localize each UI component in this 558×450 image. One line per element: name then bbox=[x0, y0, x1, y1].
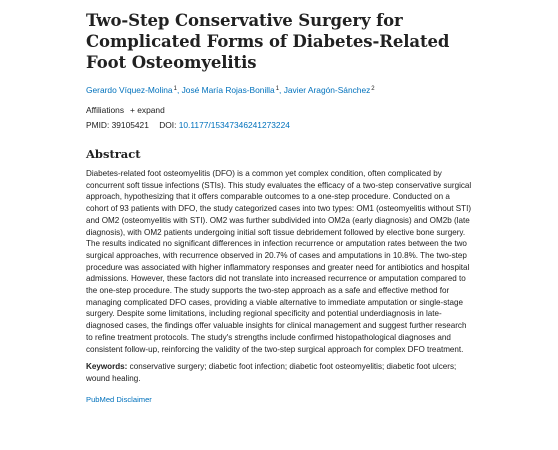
doi-link[interactable]: 10.1177/15347346241273224 bbox=[178, 120, 290, 130]
pubmed-disclaimer bbox=[86, 395, 472, 404]
article-identifiers bbox=[86, 119, 472, 131]
abstract-text: Diabetes-related foot osteomyelitis (DFO) is a common yet complex condition, often complicated by concurrent soft tissue infections (STIs). This study evaluates the efficacy of a two-step conservative surgical approach, hypothesizing that it offers comparable outcomes to a one-step procedure. Conducted on a cohort of 93 patients with DFO, the study categorized cases into two types: OM1 (osteomyelitis without STI) and OM2 (osteomyelitis with STI). OM2 was further subdivided into OM2a (early diagnosis) and OM2b (late diagnosis), with OM2 patients undergoing initial soft tissue debridement followed by elective bone surgery. The results indicated no significant differences in infection recurrence or amputation rates between the two surgical approaches, with recurrence observed in 20.7% of cases and amputations in 10.8%. The two-step procedure was associated with higher inflammatory responses and greater need for antibiotics and hospital admissions. However, these factors did not translate into increased recurrence or amputation compared to the one-step procedure. The study supports the two-step approach as a safe and effective method for managing complicated DFO cases, providing a viable alternative to immediate amputation or single-stage surgery. Despite some limitations, including regional specificity and potential underdiagnosis in late-diagnosed cases, the findings offer valuable insights for clinical management and suggest further research to refine treatment protocols. The study's strengths include confirmed histopathological diagnoses and consistent follow-up, reinforcing the validity of the two-step surgical approach for complex DFO treatment. bbox=[86, 169, 472, 354]
author-affiliation-number[interactable]: 2 bbox=[371, 86, 375, 92]
article-title: Two-Step Conservative Surgery for Complicated Forms of Diabetes-Related Foot Osteomyelitis bbox=[86, 11, 450, 72]
author-list: Gerardo Víquez-Molina$^1$, José María Rojas-Bonilla$^1$, Javier Aragón-Sánchez$^2$ bbox=[86, 85, 375, 95]
keywords bbox=[86, 361, 472, 384]
pubmed-disclaimer-link[interactable]: PubMed Disclaimer bbox=[86, 394, 152, 404]
expand-button[interactable]: + expand bbox=[130, 105, 165, 115]
keywords-label: Keywords: bbox=[86, 362, 128, 372]
pmid-value: 39105421 bbox=[111, 120, 149, 130]
abstract-heading: Abstract bbox=[86, 147, 141, 161]
pmid-label: PMID: bbox=[86, 120, 110, 130]
author-link-3[interactable]: Javier Aragón-Sánchez bbox=[283, 85, 371, 95]
author-affiliation-number[interactable]: 1 bbox=[173, 86, 177, 92]
author-link-1[interactable]: Gerardo Víquez-Molina bbox=[86, 85, 173, 95]
affiliations-toggle[interactable] bbox=[86, 104, 472, 116]
keywords-text: conservative surgery; diabetic foot infection; diabetic foot osteomyelitis; diabetic foot ulcers; wound healing. bbox=[86, 362, 457, 383]
author-affiliation-number[interactable]: 1 bbox=[275, 86, 280, 92]
doi-label: DOI: bbox=[159, 120, 177, 130]
affiliations-label: Affiliations bbox=[86, 105, 125, 115]
author-link-2[interactable]: José María Rojas-Bonilla bbox=[181, 85, 275, 95]
